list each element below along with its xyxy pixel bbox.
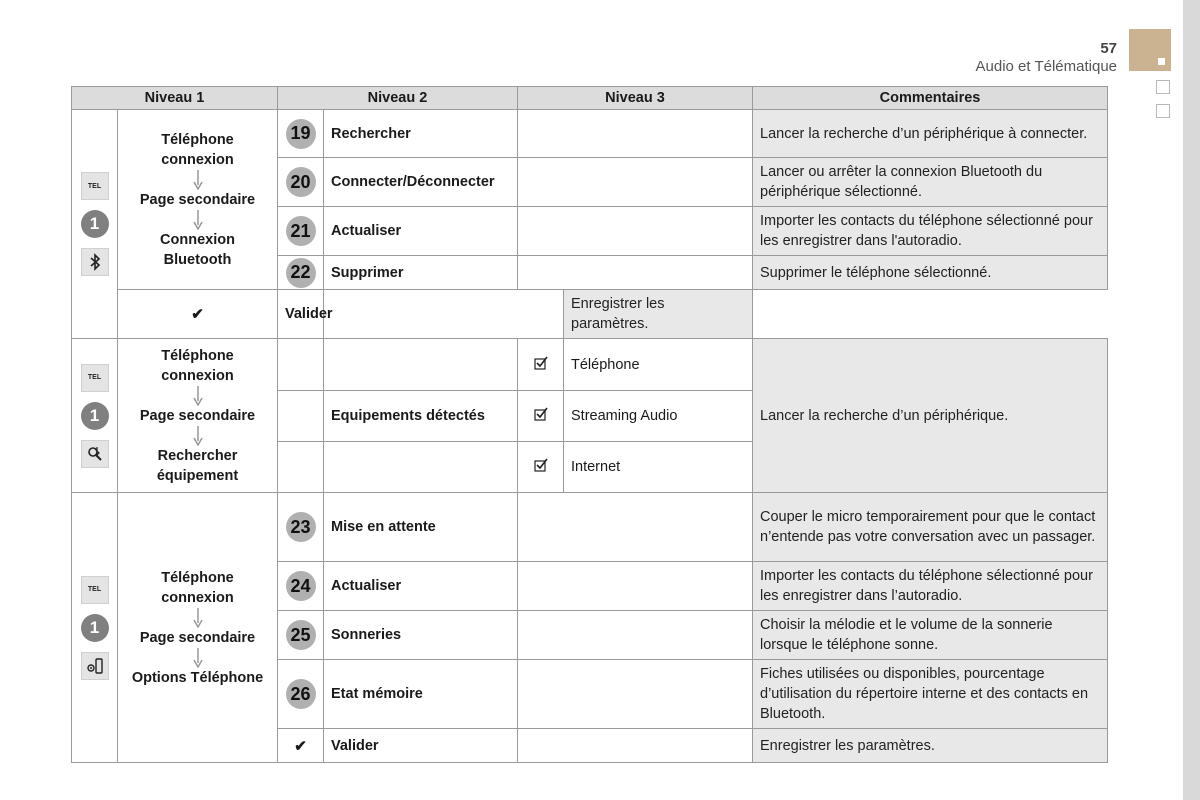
flow-step: Rechercher équipement (156, 447, 239, 484)
header-niveau-3: Niveau 3 (518, 87, 753, 110)
badge-19: 19 (286, 119, 316, 149)
tel-icon: TEL (81, 172, 109, 200)
button-one-icon: 1 (81, 210, 109, 238)
item-comment: Fiches utilisées ou disponibles, pourcentage d’utilisation du répertoire interne et des contacts en Bluetooth. (753, 660, 1108, 729)
flow-step: Téléphone connexion (161, 347, 234, 384)
item-name: Etat mémoire (324, 660, 518, 729)
phone-options-icon (81, 652, 109, 680)
option-label: Téléphone (564, 339, 753, 391)
item-name: Actualiser (324, 562, 518, 611)
item-comment: Lancer la recherche d’un périphérique à connecter. (753, 110, 1108, 158)
header-commentaires: Commentaires (753, 87, 1108, 110)
tab-dot (1158, 58, 1165, 65)
chapter-tab-empty (1156, 80, 1170, 94)
badge-20: 20 (286, 167, 316, 197)
chapter-title: Audio et Télématique (975, 58, 1117, 75)
checkbox-icon (534, 458, 548, 472)
level1-icons (72, 493, 118, 763)
level1-icons (72, 110, 118, 339)
tel-icon: TEL (81, 576, 109, 604)
arrow-down-icon (193, 608, 203, 628)
item-comment: Choisir la mélodie et le volume de la sonnerie lorsque le téléphone sonne. (753, 611, 1108, 660)
option-label: Internet (564, 442, 753, 493)
chapter-tab (1129, 29, 1171, 71)
item-name: Valider (324, 729, 518, 763)
item-name: Sonneries (324, 611, 518, 660)
item-comment: Enregistrer les paramètres. (564, 290, 753, 339)
badge-24: 24 (286, 571, 316, 601)
flow-step: Connexion Bluetooth (160, 231, 235, 268)
checkbox-icon (534, 356, 548, 370)
item-comment: Couper le micro temporairement pour que le contact n’entende pas votre conversation avec un passager. (753, 493, 1108, 562)
header-niveau-2: Niveau 2 (278, 87, 518, 110)
check-icon: ✔ (191, 306, 204, 323)
page-edge (1183, 0, 1200, 800)
item-comment: Importer les contacts du téléphone sélectionné pour les enregistrer dans l'autoradio. (753, 207, 1108, 256)
flow-step: Options Téléphone (131, 669, 264, 686)
table-row (72, 493, 1108, 562)
arrow-down-icon (193, 386, 203, 406)
option-label: Streaming Audio (564, 391, 753, 442)
badge-23: 23 (286, 512, 316, 542)
item-comment: Lancer ou arrêter la connexion Bluetooth du périphérique sélectionné. (753, 158, 1108, 207)
level1-flow (118, 493, 278, 763)
item-name: Actualiser (324, 207, 518, 256)
level1-icons (72, 339, 118, 493)
page-number: 57 (1100, 40, 1117, 57)
badge-25: 25 (286, 620, 316, 650)
item-comment: Lancer la recherche d’un périphérique. (753, 339, 1108, 493)
level1-flow (118, 339, 278, 493)
item-comment: Supprimer le téléphone sélectionné. (753, 256, 1108, 290)
chapter-tab-empty (1156, 104, 1170, 118)
flow-step: Téléphone connexion (161, 569, 234, 606)
item-name: Supprimer (324, 256, 518, 290)
table-header-row (72, 87, 1108, 110)
flow-step: Page secondaire (139, 629, 256, 646)
table-row (72, 290, 1108, 339)
table-row (72, 110, 1108, 158)
item-name: Equipements détectés (324, 391, 518, 442)
button-one-icon: 1 (81, 402, 109, 430)
item-name: Rechercher (324, 110, 518, 158)
check-icon: ✔ (294, 737, 307, 755)
menu-table (71, 86, 1108, 763)
flow-step: Page secondaire (139, 407, 256, 424)
arrow-down-icon (193, 426, 203, 446)
flow-step: Téléphone connexion (161, 131, 234, 168)
item-comment: Importer les contacts du téléphone sélectionné pour les enregistrer dans l’autoradio. (753, 562, 1108, 611)
button-one-icon: 1 (81, 614, 109, 642)
item-name: Connecter/Déconnecter (324, 158, 518, 207)
badge-22: 22 (286, 258, 316, 288)
level1-flow (118, 110, 278, 290)
checkbox-icon (534, 407, 548, 421)
arrow-down-icon (193, 648, 203, 668)
item-name: Mise en attente (324, 493, 518, 562)
arrow-down-icon (193, 210, 203, 230)
table-row (72, 339, 1108, 391)
tel-icon: TEL (81, 364, 109, 392)
badge-21: 21 (286, 216, 316, 246)
badge-26: 26 (286, 679, 316, 709)
arrow-down-icon (193, 170, 203, 190)
flow-step: Page secondaire (139, 191, 256, 208)
item-comment: Enregistrer les paramètres. (753, 729, 1108, 763)
header-niveau-1: Niveau 1 (72, 87, 278, 110)
search-device-icon (81, 440, 109, 468)
item-name: Valider (278, 290, 324, 339)
bluetooth-icon (81, 248, 109, 276)
